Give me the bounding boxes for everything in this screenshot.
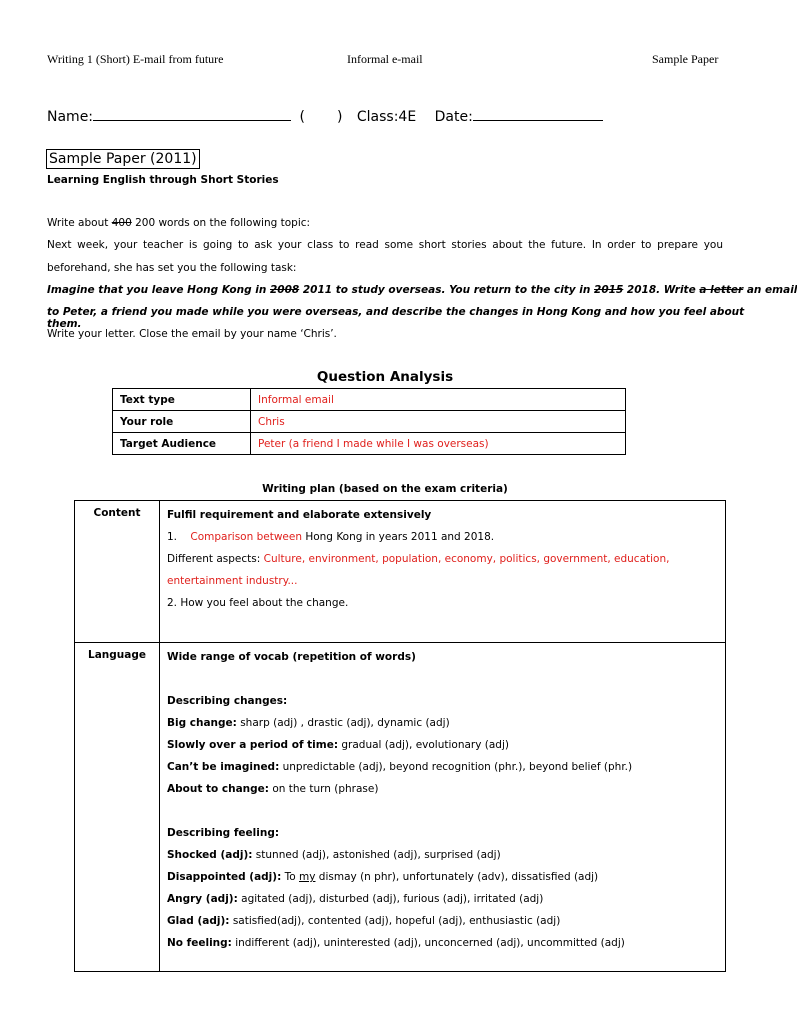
plan-content-body	[160, 501, 726, 643]
analysis-value: Informal email	[251, 389, 626, 411]
vocab-row: Glad (adj): satisfied(adj), contented (adj), hopeful (adj), enthusiastic (adj)	[167, 915, 561, 927]
paper-subtitle: Learning English through Short Stories	[47, 174, 279, 186]
analysis-row-audience	[113, 433, 626, 455]
analysis-value: Peter (a friend I made while I was overseas)	[251, 433, 626, 455]
task-line-2: Next week, your teacher is going to ask your class to read some short stories about the future. In order to prepare you	[47, 239, 723, 251]
task-line-1: Write about 400 200 words on the following topic:	[47, 217, 311, 229]
feeling-heading: Describing feeling:	[167, 827, 280, 839]
analysis-title: Question Analysis	[316, 369, 454, 385]
vocab-row: Big change: sharp (adj) , drastic (adj), dynamic (adj)	[167, 717, 450, 729]
index-close-paren: )	[336, 109, 343, 125]
vocab-row: Can’t be imagined: unpredictable (adj), beyond recognition (phr.), beyond belief (phr.)	[167, 761, 633, 773]
paper-title: Sample Paper (2011)	[46, 149, 200, 169]
language-heading: Wide range of vocab (repetition of words)	[167, 651, 416, 663]
struck-word-count: 400	[111, 217, 132, 229]
task-line-6: Write your letter. Close the email by your name ‘Chris’.	[47, 328, 337, 340]
content-aspects-cont: entertainment industry...	[167, 575, 298, 587]
vocab-row: Angry (adj): agitated (adj), disturbed (adj), furious (adj), irritated (adj)	[167, 893, 544, 905]
header-left: Writing 1 (Short) E-mail from future	[47, 52, 224, 66]
date-field[interactable]	[473, 107, 603, 121]
student-info-line	[47, 107, 603, 125]
changes-heading: Describing changes:	[167, 695, 288, 707]
analysis-row-text-type	[113, 389, 626, 411]
date-label: Date:	[434, 109, 473, 125]
analysis-label: Your role	[113, 411, 251, 433]
plan-label-language: Language	[75, 643, 160, 972]
plan-row-content	[75, 501, 726, 643]
name-label: Name:	[47, 109, 94, 125]
task-prompt-line-1: Imagine that you leave Hong Kong in 2008 2011 to study overseas. You return to the city in 2015 2018. Write a letter an email	[47, 284, 797, 296]
header-right: Sample Paper	[652, 52, 719, 66]
content-item-1: 1. Comparison between Hong Kong in years 2011 and 2018.	[167, 531, 495, 543]
analysis-value: Chris	[251, 411, 626, 433]
index-open-paren: (	[299, 109, 305, 125]
vocab-row: No feeling: indifferent (adj), uninterested (adj), unconcerned (adj), uncommitted (adj)	[167, 937, 625, 949]
task-prompt-line-2: to Peter, a friend you made while you were overseas, and describe the changes in Hong Kong and how you feel about them.	[47, 306, 745, 330]
content-aspects: Different aspects: Culture, environment, population, economy, politics, government, education,	[167, 553, 670, 565]
vocab-row: Disappointed (adj): To my dismay (n phr), unfortunately (adv), dissatisfied (adj)	[167, 871, 599, 883]
analysis-table	[112, 388, 626, 455]
class-label: Class:4E	[356, 109, 417, 125]
analysis-label: Target Audience	[113, 433, 251, 455]
plan-row-language	[75, 643, 726, 972]
content-heading: Fulfil requirement and elaborate extensively	[167, 509, 432, 521]
analysis-label: Text type	[113, 389, 251, 411]
plan-table	[74, 500, 726, 972]
vocab-row: Shocked (adj): stunned (adj), astonished (adj), surprised (adj)	[167, 849, 501, 861]
name-field[interactable]	[93, 107, 291, 121]
plan-label-content: Content	[75, 501, 160, 643]
content-item-2: 2. How you feel about the change.	[167, 597, 349, 609]
vocab-row: Slowly over a period of time: gradual (adj), evolutionary (adj)	[167, 739, 509, 751]
plan-title: Writing plan (based on the exam criteria)	[262, 483, 508, 495]
vocab-row: About to change: on the turn (phrase)	[167, 783, 379, 795]
header-center: Informal e-mail	[347, 52, 423, 66]
plan-language-body	[160, 643, 726, 972]
analysis-row-role	[113, 411, 626, 433]
task-line-3: beforehand, she has set you the following task:	[47, 262, 297, 274]
